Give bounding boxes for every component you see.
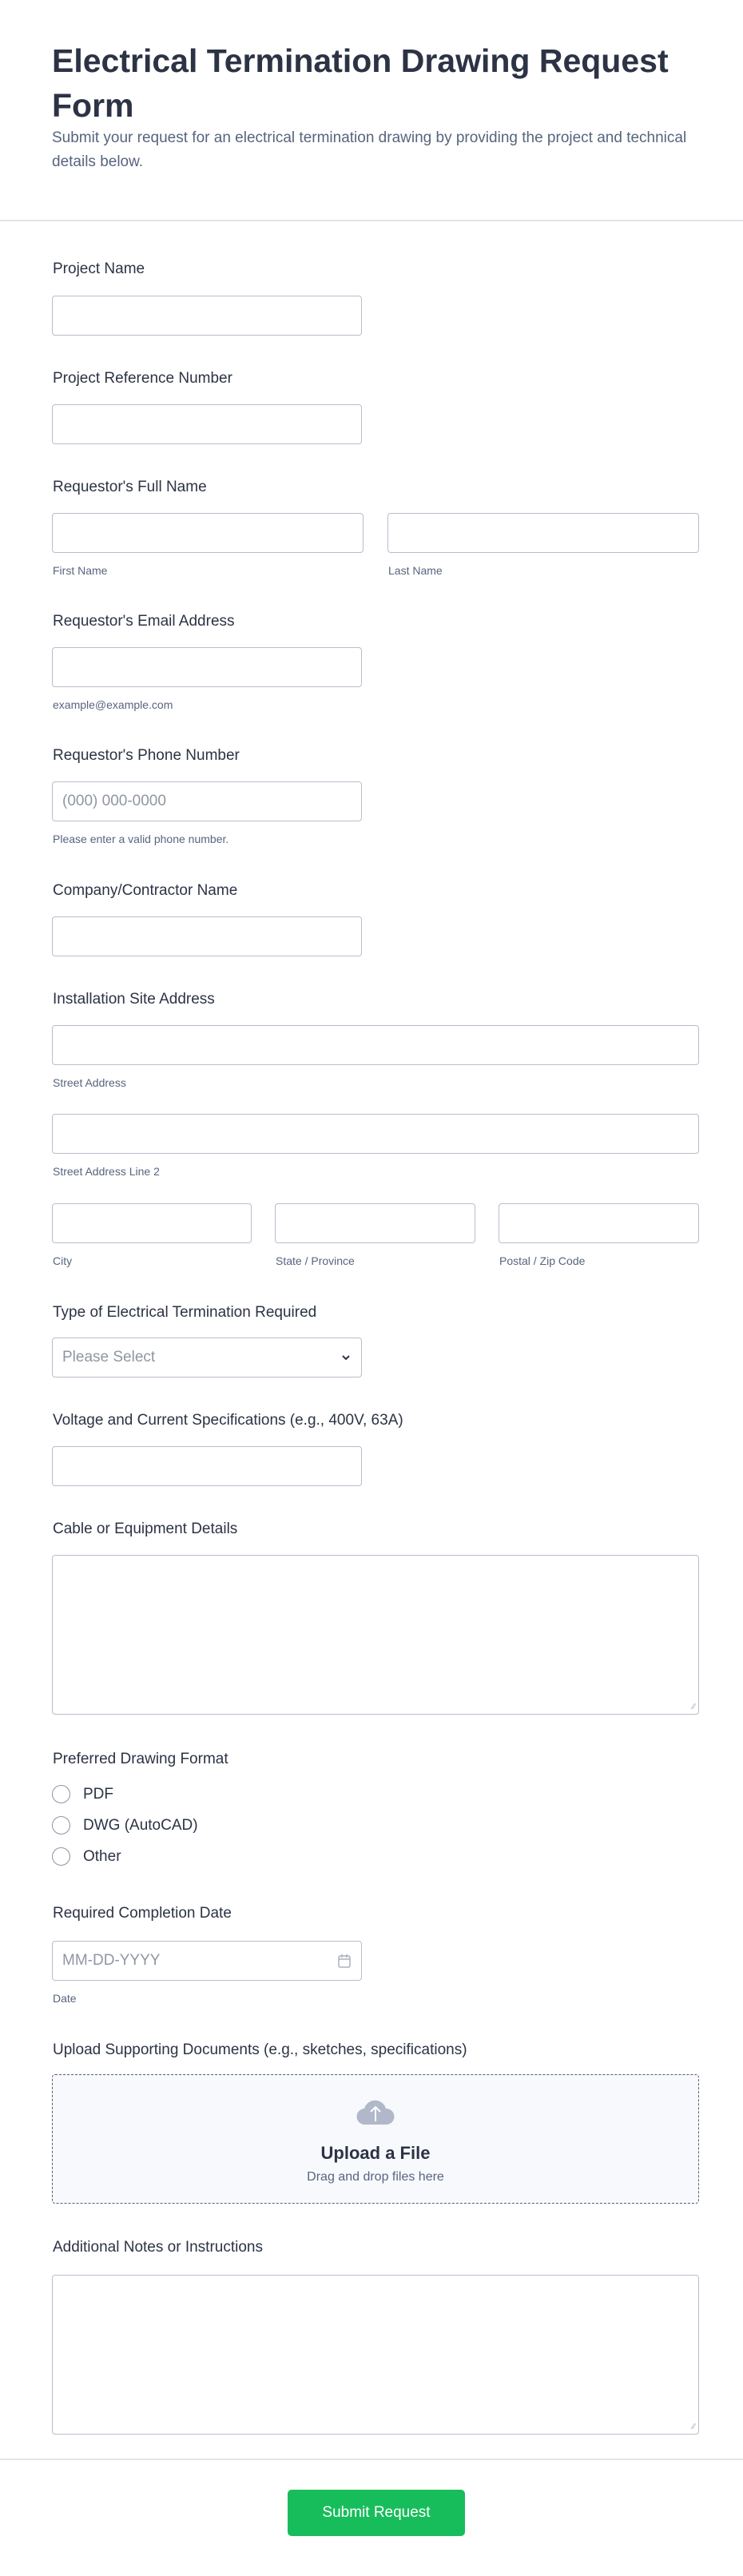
page-title: Electrical Termination Drawing Request Form [52,42,669,124]
footer-divider [0,2459,743,2460]
radio-dwg[interactable] [52,1816,198,1835]
zip-input[interactable] [499,1203,699,1243]
upload-label: Upload Supporting Documents (e.g., sketches, specifications) [53,2041,467,2058]
zip-sublabel: Postal / Zip Code [499,1254,586,1267]
date-sublabel: Date [53,1992,77,2005]
project-ref-input[interactable] [52,404,362,444]
email-input[interactable] [52,647,362,687]
phone-input[interactable] [52,781,362,821]
submit-button[interactable]: Submit Request [288,2490,465,2536]
company-input[interactable] [52,916,362,956]
radio-circle-icon [52,1785,70,1803]
radio-label: PDF [83,1785,113,1803]
resize-handle-icon[interactable]: ⁄⁄ [692,2423,695,2431]
street-input[interactable] [52,1025,699,1065]
voltage-label: Voltage and Current Specifications (e.g., 400V, 63A) [53,1412,403,1429]
cable-label: Cable or Equipment Details [53,1521,238,1537]
full-name-label: Requestor's Full Name [53,479,207,495]
city-sublabel: City [53,1254,73,1267]
street-sublabel: Street Address [53,1076,126,1089]
company-label: Company/Contractor Name [53,882,238,899]
city-input[interactable] [52,1203,252,1243]
phone-label: Requestor's Phone Number [53,747,240,764]
voltage-input[interactable] [52,1446,362,1486]
chevron-down-icon [340,1354,352,1362]
file-upload-dropzone[interactable] [52,2074,699,2204]
notes-textarea[interactable] [52,2275,699,2435]
project-ref-label: Project Reference Number [53,370,232,387]
address-label: Installation Site Address [53,991,215,1008]
street2-input[interactable] [52,1114,699,1154]
street2-sublabel: Street Address Line 2 [53,1165,160,1178]
email-label: Requestor's Email Address [53,613,235,630]
date-label: Required Completion Date [53,1905,232,1922]
radio-circle-icon [52,1816,70,1835]
termination-type-label: Type of Electrical Termination Required [53,1304,317,1321]
cloud-upload-icon [356,2096,395,2128]
cable-textarea[interactable] [52,1555,699,1715]
state-input[interactable] [275,1203,475,1243]
select-value: Please Select [62,1349,156,1366]
radio-label: Other [83,1847,121,1865]
resize-handle-icon[interactable]: ⁄⁄ [692,1703,695,1711]
calendar-icon[interactable] [337,1953,352,1969]
first-name-input[interactable] [52,513,364,553]
radio-other[interactable] [52,1847,121,1866]
first-name-sublabel: First Name [53,564,108,577]
format-label: Preferred Drawing Format [53,1751,228,1767]
radio-label: DWG (AutoCAD) [83,1816,198,1834]
termination-type-select[interactable] [52,1338,362,1377]
state-sublabel: State / Province [276,1254,355,1267]
radio-pdf[interactable] [52,1785,113,1803]
header-divider [0,220,743,221]
upload-title: Upload a File [320,2143,431,2163]
last-name-input[interactable] [387,513,699,553]
project-name-label: Project Name [53,260,145,277]
phone-sublabel: Please enter a valid phone number. [53,833,229,845]
page-description: Submit your request for an electrical termination drawing by providing the project and technical details below. [52,129,687,170]
upload-hint: Drag and drop files here [307,2170,444,2184]
date-placeholder: MM-DD-YYYY [62,1952,161,1969]
project-name-input[interactable] [52,296,362,336]
phone-placeholder: (000) 000-0000 [62,793,166,809]
last-name-sublabel: Last Name [388,564,443,577]
radio-circle-icon [52,1847,70,1866]
notes-label: Additional Notes or Instructions [53,2239,263,2256]
date-input[interactable] [52,1941,362,1981]
email-sublabel: example@example.com [53,698,173,711]
